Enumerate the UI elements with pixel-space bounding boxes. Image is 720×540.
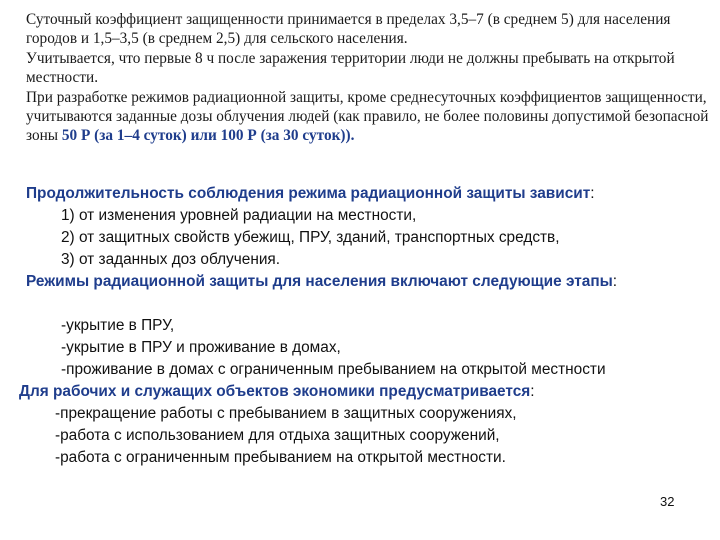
workers-item-3: -работа с ограниченным пребыванием на открытой местности. bbox=[55, 449, 506, 466]
population-item-2: -укрытие в ПРУ и проживание в домах, bbox=[61, 339, 341, 356]
duration-item-1: 1) от изменения уровней радиации на местности, bbox=[61, 207, 417, 224]
population-heading-text: Режимы радиационной защиты для населения включают следующие этапы bbox=[26, 273, 613, 290]
population-item-3: -проживание в домах с ограниченным пребыванием на открытой местности bbox=[61, 361, 606, 378]
intro-paragraph-3 bbox=[26, 88, 716, 146]
duration-heading bbox=[26, 184, 595, 205]
duration-heading-colon: : bbox=[590, 185, 595, 202]
population-heading-colon: : bbox=[612, 273, 618, 290]
intro-text bbox=[26, 10, 716, 146]
intro-paragraph-1: Суточный коэффициент защищенности принимается в пределах 3,5–7 (в среднем 5) для населения городов и 1,5–3,5 (в среднем 2,5) для сельского населения. bbox=[26, 11, 671, 48]
workers-heading-colon: : bbox=[530, 383, 535, 400]
duration-heading-text: Продолжительность соблюдения режима радиационной защиты зависит bbox=[26, 185, 591, 202]
population-heading bbox=[26, 272, 666, 293]
workers-item-2: -работа с использованием для отдыха защитных сооружений, bbox=[55, 427, 500, 444]
intro-paragraph-3-text: При разработке режимов радиационной защиты, кроме среднесуточных коэффициентов защищенности, учитываются заданные дозы облучения людей (как правило, не более половины допустимой безопасной зоны bbox=[26, 88, 709, 145]
dose-limit-text: 50 Р (за 1–4 суток) или 100 Р (за 30 суток)). bbox=[61, 127, 355, 145]
page-number: 32 bbox=[660, 494, 675, 509]
workers-item-1: -прекращение работы с пребыванием в защитных сооружениях, bbox=[55, 405, 517, 422]
intro-paragraph-2: Учитывается, что первые 8 ч после заражения территории люди не должны пребывать на открытой местности. bbox=[26, 49, 675, 87]
workers-heading bbox=[19, 382, 535, 403]
duration-item-3: 3) от заданных доз облучения. bbox=[61, 251, 281, 268]
duration-item-2: 2) от защитных свойств убежищ, ПРУ, зданий, транспортных средств, bbox=[61, 229, 560, 246]
population-item-1: -укрытие в ПРУ, bbox=[61, 317, 175, 334]
workers-heading-text: Для рабочих и служащих объектов экономики предусматривается bbox=[19, 383, 531, 400]
